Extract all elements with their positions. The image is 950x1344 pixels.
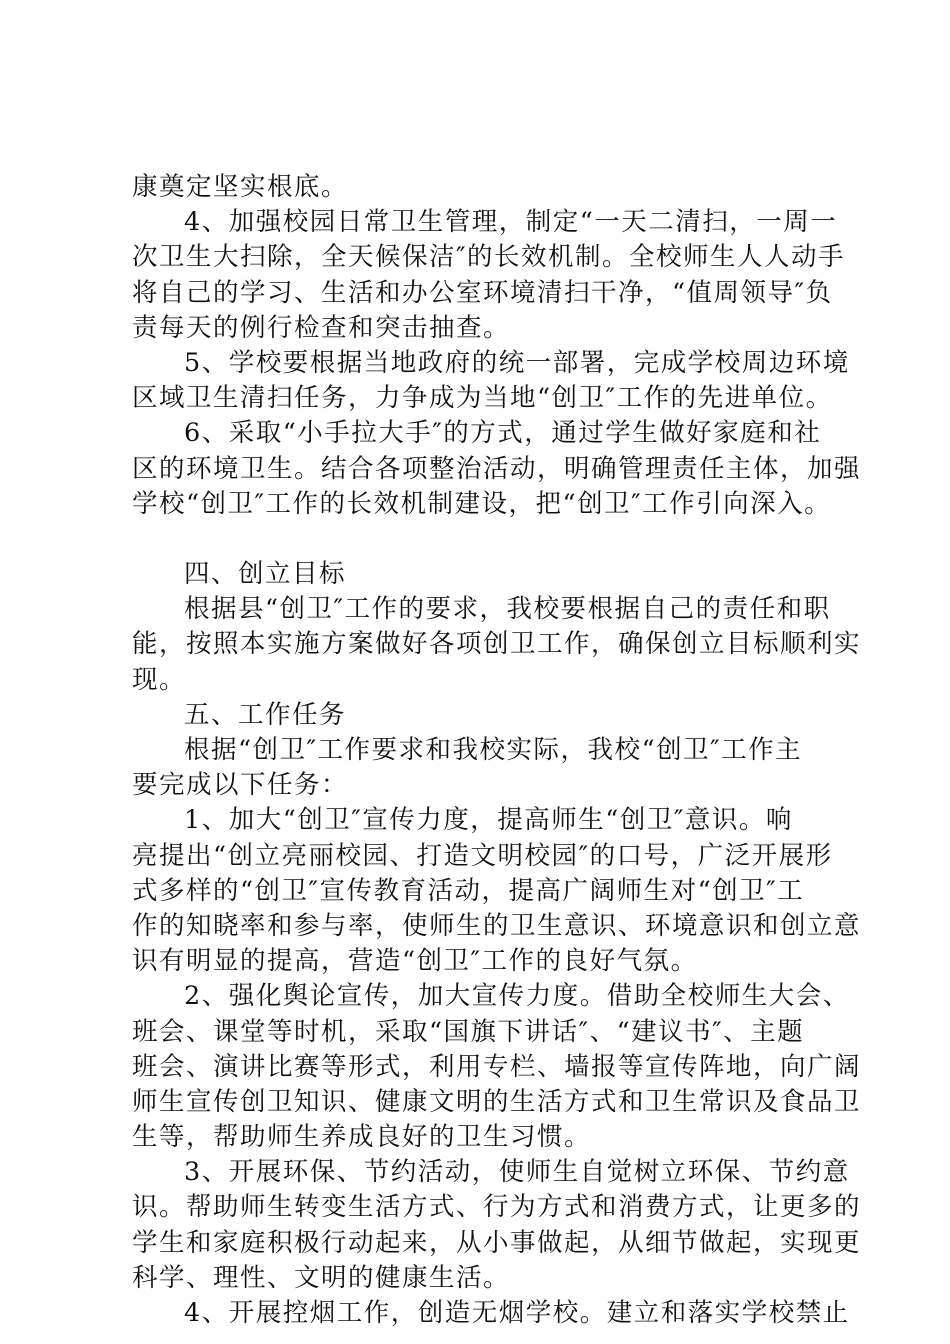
paragraph-item-5-surrounding-area [132,346,852,416]
text-line: 师生宣传创卫知识、健康文明的生活方式和卫生常识及食品卫 [132,1086,862,1117]
text-line: 区的环境卫生。结合各项整治活动，明确管理责任主体，加强 [132,453,862,484]
text-line: 5、学校要根据当地政府的统一部署，完成学校周边环境 [184,347,850,378]
section-heading: 四、创立目标 [184,559,347,590]
text-line: 班会、演讲比赛等形式，利用专栏、墙报等宣传阵地，向广阔 [132,1051,862,1082]
text-line: 6、采取“小手拉大手″的方式，通过学生做好家庭和社 [184,418,822,449]
text-line: 科学、理性、文明的健康生活。 [132,1262,511,1293]
section-heading: 五、工作任务 [184,699,347,730]
text-line: 4、加强校园日常卫生管理，制定“一天二清扫，一周一 [184,207,838,238]
text-line: 识有明显的提高，营造“创卫″工作的良好气氛。 [132,946,698,977]
paragraph-task-4-tobacco-control [132,1296,852,1331]
text-line: 3、开展环保、节约活动，使师生自觉树立环保、节约意 [184,1157,850,1188]
section-heading-goals [132,557,852,592]
paragraph-task-2-public-opinion [132,979,862,1155]
document-body [132,170,862,1331]
text-line: 现。 [132,664,187,695]
text-line: 识。帮助师生转变生活方式、行为方式和消费方式，让更多的 [132,1192,862,1223]
paragraph-task-3-environment [132,1155,862,1296]
text-line: 作的知晓率和参与率，使师生的卫生意识、环境意识和创立意 [132,910,862,941]
text-line: 要完成以下任务： [132,770,349,801]
paragraph-tasks-intro [132,733,852,803]
text-line: 责每天的例行检查和突击抽查。 [132,312,511,343]
paragraph-foundation-end [132,170,852,205]
text-line: 根据县“创卫″工作的要求，我校要根据自己的责任和职 [184,594,831,625]
text-line: 生等，帮助师生养成良好的卫生习惯。 [132,1122,592,1153]
text-line: 康奠定坚实根底。 [132,172,349,202]
text-line: 1、加大“创卫″宣传力度，提高师生“创卫″意识。响 [184,805,793,836]
paragraph-gap [132,522,852,557]
text-line: 2、强化舆论宣传，加大宣传力度。借助全校师生大会、 [184,981,850,1012]
text-line: 将自己的学习、生活和办公室环境清扫干净，“值周领导″负 [132,277,833,308]
text-line: 学校“创卫″工作的长效机制建设，把“创卫″工作引向深入。 [132,488,832,519]
text-line: 次卫生大扫除，全天候保洁″的长效机制。全校师生人人动手 [132,242,846,273]
paragraph-item-6-small-hands [132,416,862,522]
section-heading-tasks [132,698,852,733]
paragraph-item-4-hygiene-management [132,205,852,346]
text-line: 区域卫生清扫任务，力争成为当地“创卫″工作的先进单位。 [132,383,833,414]
text-line: 学生和家庭积极行动起来，从小事做起，从细节做起，实现更 [132,1227,862,1258]
text-line: 班会、课堂等时机，采取“国旗下讲话″、“建议书″、主题 [132,1016,805,1047]
text-line: 根据“创卫″工作要求和我校实际，我校“创卫″工作主 [184,735,803,765]
paragraph-goals [132,592,862,698]
text-line: 亮提出“创立亮丽校园、打造文明校园″的口号，广泛开展形 [132,840,833,871]
text-line: 式多样的“创卫″宣传教育活动，提高广阔师生对“创卫″工 [132,875,805,906]
paragraph-task-1-publicity [132,803,862,979]
text-line: 能，按照本实施方案做好各项创卫工作，确保创立目标顺利实 [132,629,862,660]
text-line: 4、开展控烟工作，创造无烟学校。建立和落实学校禁止 [184,1298,850,1328]
